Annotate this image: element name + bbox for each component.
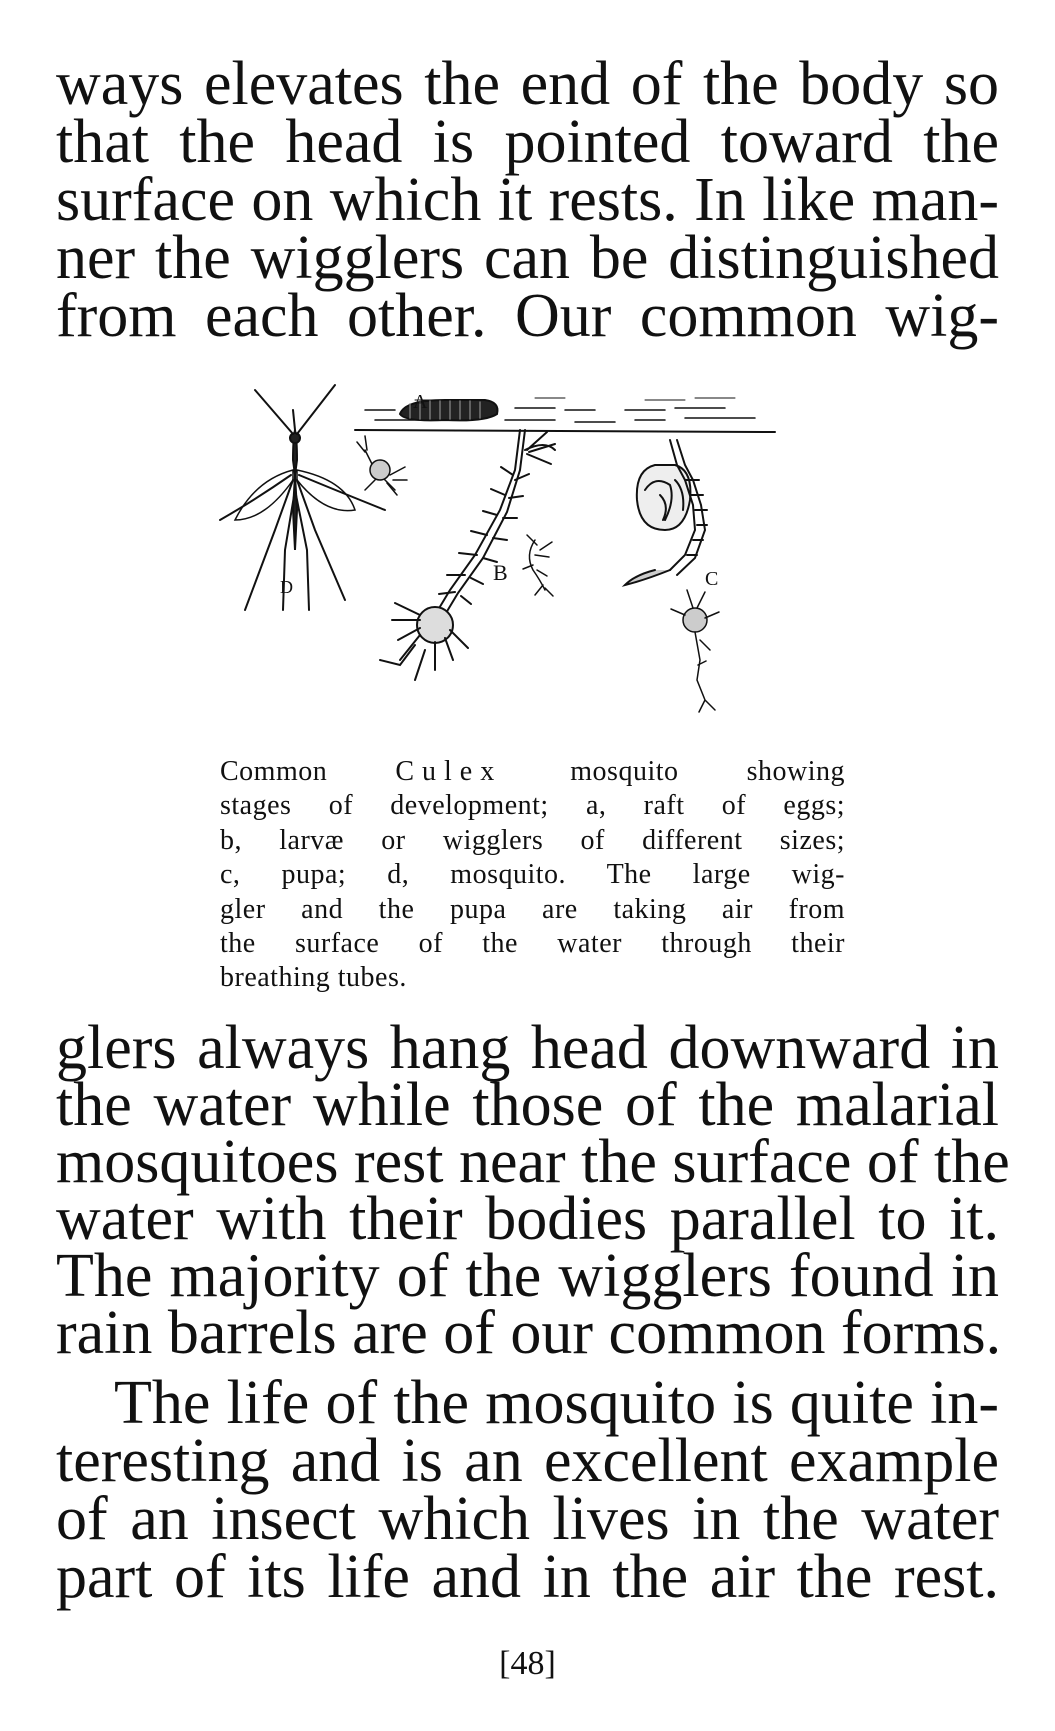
figure-caption (220, 755, 845, 996)
text-line: water with their bodies parallel to it. (56, 1185, 999, 1253)
caption-line: breathing tubes. (220, 962, 407, 994)
text-line: glers always hang head downward in (56, 1014, 999, 1082)
caption-line: c, pupa; d, mosquito. The large wig- (220, 859, 845, 891)
pupa (625, 440, 718, 590)
caption-line (220, 755, 845, 789)
paragraph-bottom (56, 1369, 999, 1611)
caption-line: b, larvæ or wigglers of different sizes; (220, 824, 845, 856)
adult-mosquito (220, 385, 385, 610)
text-line: mosquitoes rest near the surface of the (56, 1128, 1010, 1196)
label-b: B (493, 560, 508, 585)
small-larva (357, 436, 407, 495)
small-larva-2 (523, 535, 553, 596)
text-line: ways elevates the end of the body so (56, 50, 999, 118)
paragraph-middle (56, 1014, 1010, 1367)
small-pupa (671, 590, 719, 712)
text-line: of an insect which lives in the water (56, 1485, 999, 1553)
caption-text: Common (220, 756, 396, 787)
text-line: The majority of the wigglers found in (56, 1242, 999, 1310)
label-a: A (413, 391, 428, 413)
text-line: that the head is pointed toward the (56, 108, 999, 176)
text-line: from each other. Our common wig- (56, 282, 999, 350)
text-line: The life of the mosquito is quite in- (114, 1369, 999, 1437)
caption-line: gler and the pupa are taking air from (220, 893, 845, 925)
mosquito-illustration (215, 380, 855, 740)
text-line: rain barrels are of our common forms. (56, 1299, 1002, 1367)
caption-text: mosquito showing (502, 756, 845, 787)
caption-line: the surface of the water through their (220, 927, 845, 959)
text-line: ner the wigglers can be distinguished (56, 224, 999, 292)
text-line: part of its life and in the air the rest. (56, 1543, 999, 1611)
text-line: surface on which it rests. In like man- (56, 166, 999, 234)
caption-genus: Culex (395, 756, 503, 787)
label-c: C (705, 568, 719, 590)
text-line: teresting and is an excellent example (56, 1427, 999, 1495)
caption-line: stages of development; a, raft of eggs; (220, 790, 845, 822)
page-number: [48] (499, 1645, 556, 1682)
text-line: the water while those of the malarial (56, 1071, 999, 1139)
paragraph-top (56, 50, 999, 350)
label-d: D (280, 577, 293, 597)
